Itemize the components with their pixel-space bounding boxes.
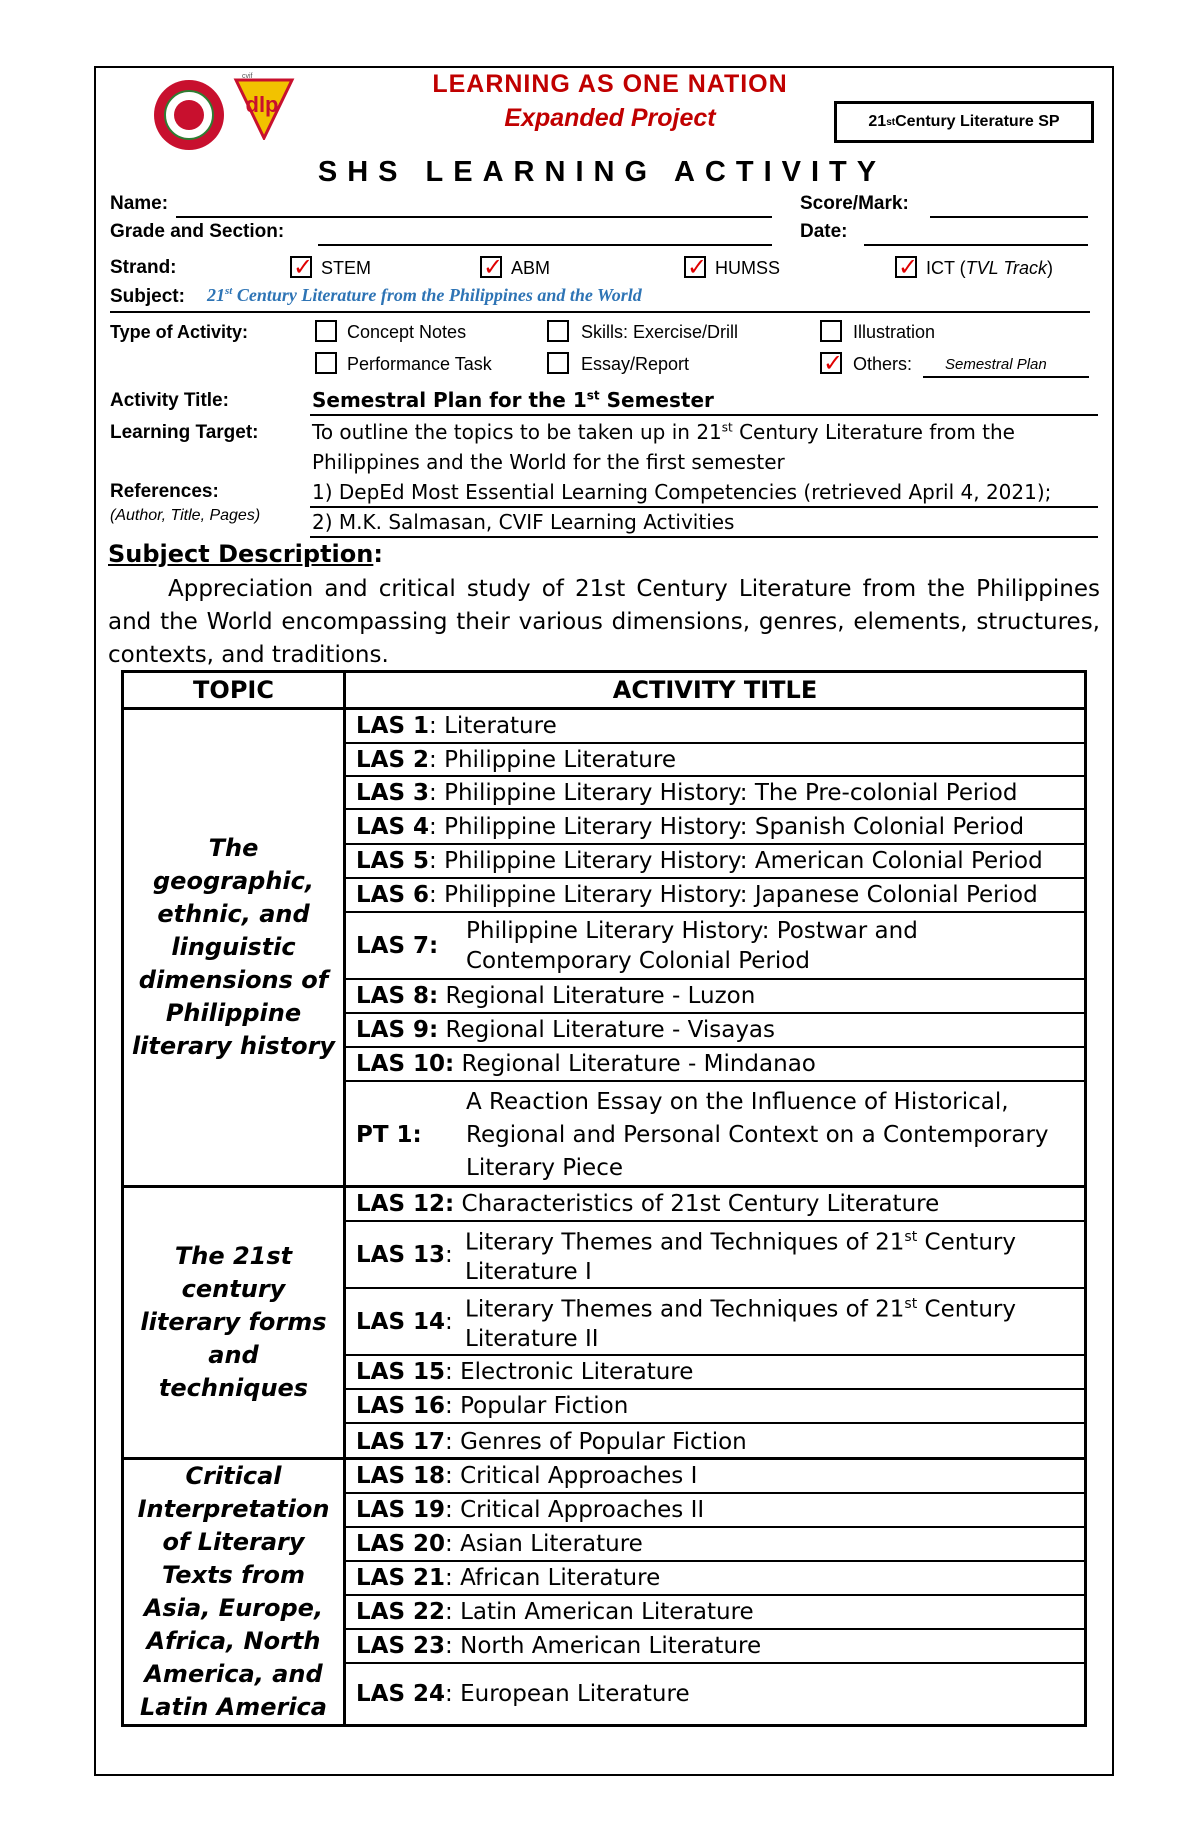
table-row: LAS 14 : Literary Themes and Techniques of 21st Century Literature II	[346, 1289, 1084, 1356]
table-row: LAS 23 : North American Literature	[346, 1630, 1084, 1664]
table-row: LAS 1 : Literature	[346, 710, 1084, 744]
subject-underline	[110, 311, 1090, 313]
type-skills-checkbox[interactable]	[547, 320, 569, 342]
activity-column-header: ACTIVITY TITLE	[346, 673, 1084, 710]
type-others-label: Others:	[853, 354, 913, 374]
type-others-value[interactable]: Semestral Plan	[945, 356, 1047, 373]
topic-cell-21st-century-forms: The 21st century literary forms and techniques	[124, 1188, 343, 1460]
topic-column-header: TOPIC	[124, 673, 343, 710]
strand-stem-checkbox[interactable]	[290, 256, 312, 278]
strand-label: Strand:	[110, 257, 177, 278]
table-row: LAS 22 : Latin American Literature	[346, 1596, 1084, 1630]
table-row: LAS 12: Characteristics of 21st Century Literature	[346, 1188, 1084, 1222]
reference-1: 1) DepEd Most Essential Learning Competencies (retrieved April 4, 2021);	[312, 480, 1052, 504]
topic-divider	[124, 1457, 343, 1460]
type-performance-task-label: Performance Task	[347, 354, 492, 374]
name-label: Name:	[110, 193, 169, 214]
grade-section-label: Grade and Section:	[110, 221, 285, 242]
topic-divider	[124, 1185, 343, 1188]
table-row: LAS 15 : Electronic Literature	[346, 1356, 1084, 1390]
type-concept-notes-checkbox[interactable]	[315, 320, 337, 342]
strand-humss-label: HUMSS	[715, 258, 781, 278]
table-row: LAS 21 : African Literature	[346, 1562, 1084, 1596]
strand-stem-label: STEM	[321, 258, 372, 278]
table-row: LAS 10: Regional Literature - Mindanao	[346, 1048, 1084, 1082]
strand-abm-checkbox[interactable]	[480, 256, 502, 278]
date-field[interactable]	[864, 244, 1088, 246]
learning-target-line2: Philippines and the World for the first semester	[312, 450, 785, 474]
name-field[interactable]	[176, 216, 772, 218]
table-row: LAS 6 : Philippine Literary History: Japanese Colonial Period	[346, 879, 1084, 913]
activity-title-value: Semestral Plan for the 1st Semester	[312, 388, 714, 412]
page-heading: SHS LEARNING ACTIVITY	[317, 156, 887, 188]
type-essay-report-checkbox[interactable]	[547, 352, 569, 374]
date-label: Date:	[800, 221, 848, 242]
references-label: References:	[110, 481, 219, 502]
activity-type-label: Type of Activity:	[110, 322, 249, 342]
type-essay-report-label: Essay/Report	[581, 354, 690, 374]
table-row: LAS 17 : Genres of Popular Fiction	[356, 1429, 747, 1455]
subject-value: 21st Century Literature from the Philippines and the World	[207, 285, 642, 305]
table-row: LAS 18 : Critical Approaches I	[346, 1460, 1084, 1494]
activity-title-underline	[310, 414, 1098, 416]
score-label: Score/Mark:	[800, 193, 909, 214]
table-row: LAS 16 : Popular Fiction	[346, 1390, 1084, 1424]
type-performance-task-checkbox[interactable]	[315, 352, 337, 374]
score-field[interactable]	[930, 216, 1088, 218]
references-note: (Author, Title, Pages)	[110, 507, 261, 524]
table-row: LAS 24 : European Literature	[356, 1681, 690, 1707]
type-illustration-label: Illustration	[853, 322, 936, 342]
reference-2: 2) M.K. Salmasan, CVIF Learning Activities	[312, 510, 735, 534]
table-row: LAS 13 : Literary Themes and Techniques of 21st Century Literature I	[346, 1222, 1084, 1289]
type-others-checkbox[interactable]	[820, 352, 842, 374]
strand-humss-checkbox[interactable]	[684, 256, 706, 278]
table-row: PT 1: A Reaction Essay on the Influence of Historical, Regional and Personal Context on a Contemporary Literary Piece	[356, 1088, 1049, 1181]
learning-target-line1: To outline the topics to be taken up in 21st Century Literature from the	[312, 420, 1015, 444]
table-row: LAS 9: Regional Literature - Visayas	[346, 1014, 1084, 1048]
strand-ict-label: ICT (TVL Track)	[926, 258, 1054, 278]
reference-1-underline	[310, 506, 1098, 508]
table-row: LAS 5 : Philippine Literary History: American Colonial Period	[346, 845, 1084, 879]
table-row: LAS 3 : Philippine Literary History: The Pre-colonial Period	[346, 777, 1084, 810]
type-skills-label: Skills: Exercise/Drill	[581, 322, 739, 342]
activity-table	[121, 670, 1087, 1727]
topic-cell-critical-interpretation: Critical Interpretation of Literary Texts from Asia, Europe, Africa, North America, and Latin America	[137, 1462, 330, 1721]
table-row: LAS 2 : Philippine Literature	[346, 744, 1084, 777]
table-row: LAS 8: Regional Literature - Luzon	[346, 980, 1084, 1014]
dlp-logo	[232, 70, 296, 140]
type-illustration-checkbox[interactable]	[820, 320, 842, 342]
svg-text:dlp: dlp	[245, 92, 279, 117]
type-others-underline	[923, 376, 1089, 378]
project-title: LEARNING AS ONE NATION	[432, 70, 788, 98]
project-subtitle: Expanded Project	[504, 104, 716, 132]
table-row: LAS 7: Philippine Literary History: Postwar and Contemporary Colonial Period	[346, 913, 1084, 980]
strand-ict-checkbox[interactable]	[895, 256, 917, 278]
table-row: LAS 20 : Asian Literature	[346, 1528, 1084, 1562]
grade-section-field[interactable]	[318, 244, 772, 246]
svg-text:cvif: cvif	[242, 73, 253, 80]
table-row: LAS 4 : Philippine Literary History: Spanish Colonial Period	[346, 810, 1084, 845]
learning-target-label: Learning Target:	[110, 422, 259, 443]
activity-title-label: Activity Title:	[110, 390, 229, 411]
subject-description-heading: Subject Description:	[108, 540, 383, 568]
table-row: LAS 19 : Critical Approaches II	[346, 1494, 1084, 1528]
subject-label: Subject:	[110, 286, 185, 307]
subject-description-text: Appreciation and critical study of 21st Century Literature from the Philippines and the World encompassing their various dimensions, genres, elements, structures, contexts, and traditions.	[108, 576, 1100, 668]
strand-abm-label: ABM	[511, 258, 551, 278]
topic-cell-philippine-literary-history: The geographic, ethnic, and linguistic dimensions of Philippine literary history	[124, 710, 343, 1188]
subject-tag-box: 21 st Century Literature SP	[834, 101, 1094, 143]
type-concept-notes-label: Concept Notes	[347, 322, 467, 342]
school-seal-logo	[154, 80, 224, 150]
reference-2-underline	[310, 536, 1098, 538]
